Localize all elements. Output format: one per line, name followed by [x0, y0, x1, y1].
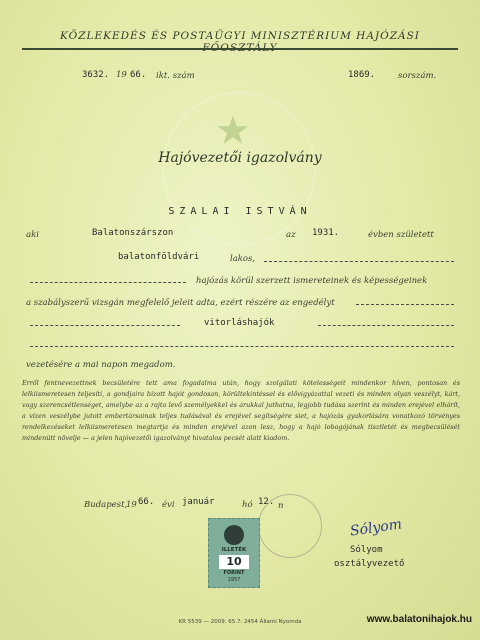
filler-line [264, 261, 454, 262]
date-ho: hó [242, 500, 253, 510]
serial-label: sorszám. [398, 71, 437, 81]
date-day: 12. [258, 497, 275, 507]
label-az: az [286, 230, 296, 240]
date-n: n [278, 501, 284, 511]
signer-title: osztályvezető [334, 559, 405, 569]
printer-footer: KR 5539 — 2009. 65.7. 2454 Állami Nyomda [178, 619, 302, 625]
crest-icon [224, 525, 244, 545]
revenue-stamp [208, 518, 260, 588]
document-title: Hajóvezetői igazolvány [158, 150, 322, 166]
date-evi: évi [162, 500, 175, 510]
holder-name: SZALAI ISTVÁN [168, 206, 312, 217]
registration-label: ikt. szám [156, 71, 195, 81]
stamp-currency: FORINT [223, 570, 245, 576]
stamp-year: 1957 [227, 577, 241, 583]
header-rule [22, 48, 458, 50]
body-line-3: hajózás körül szerzett ismereteinek és képességeinek [196, 276, 428, 286]
born-label: évben született [368, 230, 434, 240]
filler-line [356, 304, 454, 305]
birthplace: Balatonszárszon [92, 228, 174, 238]
filler-line [30, 282, 186, 283]
registration-year-prefix: 19 [116, 70, 127, 80]
official-seal [258, 494, 322, 558]
birth-year: 1931. [312, 228, 340, 238]
vessel-type: vitorláshajók [204, 318, 275, 328]
oath-paragraph: Erről fentnevezettnek becsületére tett ama fogadalma után, hogy szolgálati kötelességeit mindenkor híven, pontosan és lelkiismeretesen teljesíti, a gondjaira bízott hajót gondosan, körültekintéssel és elővigyázattal vezeti és minden olyan veszélyt, kárt, vagy szerencsétlenséget, amelybe az a rajta levő személyekkel és árukkal juthatna, legjobb tudása szerint és minden erejével elhárít, a vízen veszélybe jutott embertársainak teljes tudásával és erejével segítségére siet, a hajózás gyakorlására vonatkozó törvényes rendelkezéseket lelkiismeretesen megtartja és minden erejével azon lesz, hogy a hajó lobogójának tisztletét és megbecsülését mindenütt növelje — a jelen hajóvezetői igazolványt hivatalos pecsét alatt kiadom. [22, 379, 460, 442]
stamp-label: ILLETÉK [221, 547, 247, 553]
date-month: január [182, 497, 215, 507]
label-aki: aki [26, 230, 39, 240]
date-city: Budapest, [84, 500, 128, 510]
date-year: 66. [138, 497, 155, 507]
filler-line [30, 346, 454, 347]
serial-number: 1869. [348, 70, 376, 80]
body-line-6: vezetésére a mai napon megadom. [26, 360, 176, 370]
residence: balatonföldvári [118, 252, 200, 262]
registration-number: 3632. [82, 70, 110, 80]
stamp-value: 10 [219, 555, 249, 569]
body-line-4: a szabályszerű vizsgán megfelelő jeleit adta, ezért részére az engedélyt [26, 298, 335, 308]
filler-line [30, 325, 180, 326]
ministry-header: KÖZLEKEDÉS ÉS POSTAÜGYI MINISZTÉRIUM HAJÓZÁSI FŐOSZTÁLY [60, 30, 420, 54]
filler-line [318, 325, 454, 326]
date-year-prefix: 19 [126, 500, 137, 510]
registration-year: 66. [130, 70, 147, 80]
label-lakos: lakos, [230, 254, 256, 264]
star-emblem-icon: ★ [215, 108, 251, 154]
website-watermark: www.balatonihajok.hu [366, 614, 472, 625]
handwritten-signature: Sólyom [349, 516, 403, 540]
signer-name: Sólyom [350, 545, 383, 555]
